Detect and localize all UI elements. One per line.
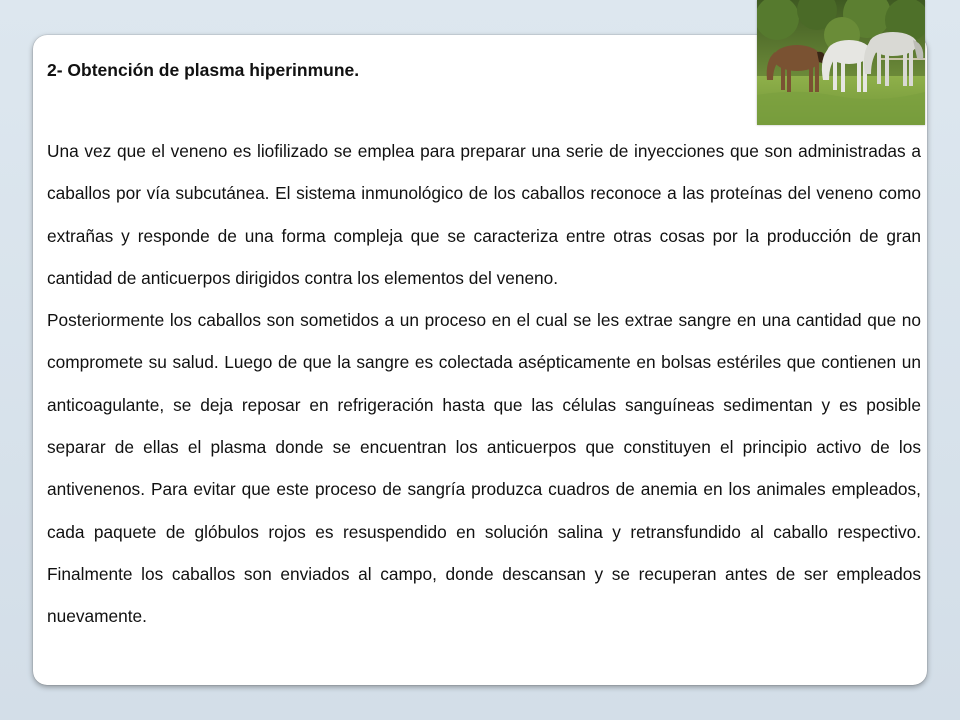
- slide-body: [47, 130, 921, 638]
- horses-grazing-photo: [757, 0, 925, 125]
- paragraph-venom-immunization: Una vez que el veneno es liofilizado se emplea para preparar una serie de inyecciones que son administradas a caballos por vía subcutánea. El sistema inmunológico de los caballos reconoce a las proteínas del veneno como extrañas y responde de una forma compleja que se caracteriza entre otras cosas por la producción de gran cantidad de anticuerpos dirigidos contra los elementos del veneno.: [47, 141, 921, 288]
- horses-grazing-illustration: [757, 0, 925, 125]
- paragraph-plasma-extraction: Posteriormente los caballos son sometidos a un proceso en el cual se les extrae sangre en una cantidad que no compromete su salud. Luego de que la sangre es colectada asépticamente en bolsas estériles que contienen un anticoagulante, se deja reposar en refrigeración hasta que las células sanguíneas sedimentan y es posible separar de ellas el plasma donde se encuentran los anticuerpos que constituyen el principio activo de los antivenenos. Para evitar que este proceso de sangría produzca cuadros de anemia en los animales empleados, cada paquete de glóbulos rojos es resuspendido en solución salina y retransfundido al caballo respectivo. Finalmente los caballos son enviados al campo, donde descansan y se recuperan antes de ser empleados nuevamente.: [47, 310, 921, 627]
- slide-heading: 2- Obtención de plasma hiperinmune.: [47, 60, 360, 80]
